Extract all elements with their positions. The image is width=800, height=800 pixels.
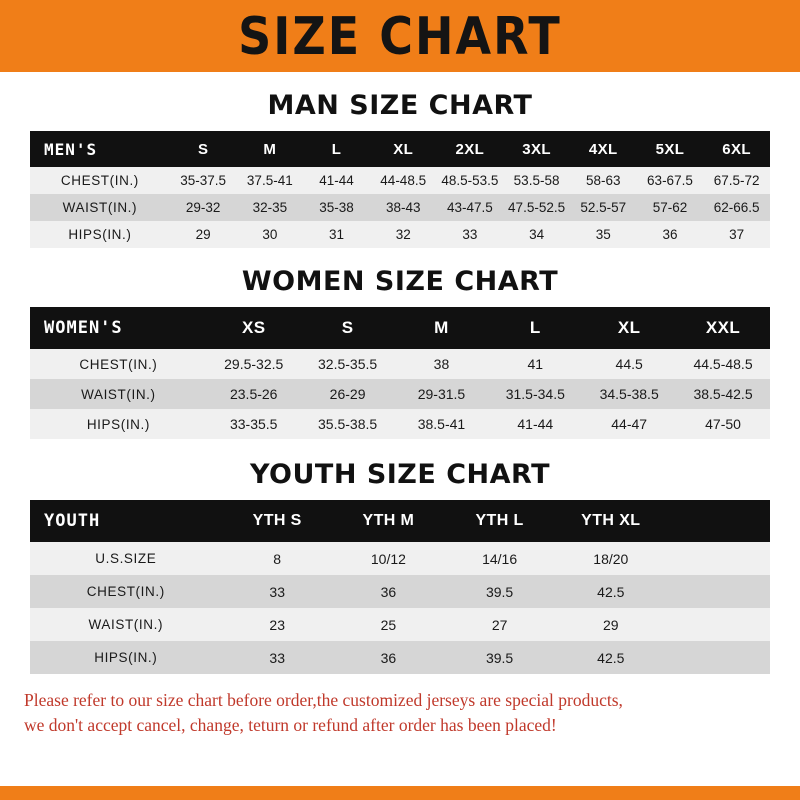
women-header-s: S bbox=[301, 307, 395, 349]
men-waist-l: 35-38 bbox=[303, 194, 370, 221]
women-header-l: L bbox=[488, 307, 582, 349]
men-size-table bbox=[30, 131, 770, 248]
table-row bbox=[30, 194, 770, 221]
youth-row-ussize-label: U.S.SIZE bbox=[30, 542, 222, 575]
youth-waist-spacer bbox=[666, 608, 770, 641]
women-header-xl: XL bbox=[582, 307, 676, 349]
men-hips-l: 31 bbox=[303, 221, 370, 248]
youth-header-l: YTH L bbox=[444, 500, 555, 542]
women-waist-l: 31.5-34.5 bbox=[488, 379, 582, 409]
youth-waist-l: 27 bbox=[444, 608, 555, 641]
men-section-title: MAN SIZE CHART bbox=[267, 90, 533, 121]
women-chest-xs: 29.5-32.5 bbox=[207, 349, 301, 379]
men-hips-6xl: 37 bbox=[703, 221, 770, 248]
youth-hips-l: 39.5 bbox=[444, 641, 555, 674]
youth-chest-s: 33 bbox=[222, 575, 333, 608]
men-header-5xl: 5XL bbox=[637, 131, 704, 167]
women-section-title: WOMEN SIZE CHART bbox=[241, 266, 559, 297]
youth-hips-s: 33 bbox=[222, 641, 333, 674]
women-chest-xl: 44.5 bbox=[582, 349, 676, 379]
youth-row-hips-label: HIPS(IN.) bbox=[30, 641, 222, 674]
men-header-l: L bbox=[303, 131, 370, 167]
men-header-xl: XL bbox=[370, 131, 437, 167]
youth-hips-xl: 42.5 bbox=[555, 641, 666, 674]
men-row-chest-label: CHEST(IN.) bbox=[30, 167, 170, 194]
policy-note bbox=[24, 688, 776, 739]
men-chest-4xl: 58-63 bbox=[570, 167, 637, 194]
men-size-table-wrap bbox=[30, 131, 770, 248]
women-waist-xxl: 38.5-42.5 bbox=[676, 379, 770, 409]
women-hips-m: 38.5-41 bbox=[395, 409, 489, 439]
men-header-s: S bbox=[170, 131, 237, 167]
women-size-table bbox=[30, 307, 770, 439]
men-hips-xl: 32 bbox=[370, 221, 437, 248]
youth-ussize-xl: 18/20 bbox=[555, 542, 666, 575]
youth-header-label: YOUTH bbox=[30, 500, 222, 542]
table-row bbox=[30, 221, 770, 248]
youth-header-xl: YTH XL bbox=[555, 500, 666, 542]
women-chest-s: 32.5-35.5 bbox=[301, 349, 395, 379]
men-chest-s: 35-37.5 bbox=[170, 167, 237, 194]
women-row-chest-label: CHEST(IN.) bbox=[30, 349, 207, 379]
youth-section-title: YOUTH SIZE CHART bbox=[249, 459, 551, 490]
men-chest-3xl: 53.5-58 bbox=[503, 167, 570, 194]
men-header-2xl: 2XL bbox=[437, 131, 504, 167]
women-hips-xs: 33-35.5 bbox=[207, 409, 301, 439]
youth-hips-m: 36 bbox=[333, 641, 444, 674]
men-waist-6xl: 62-66.5 bbox=[703, 194, 770, 221]
men-chest-xl: 44-48.5 bbox=[370, 167, 437, 194]
header-banner bbox=[0, 0, 800, 72]
table-row bbox=[30, 379, 770, 409]
table-header-row bbox=[30, 131, 770, 167]
youth-chest-l: 39.5 bbox=[444, 575, 555, 608]
youth-ussize-spacer bbox=[666, 542, 770, 575]
table-row bbox=[30, 641, 770, 674]
men-waist-2xl: 43-47.5 bbox=[437, 194, 504, 221]
youth-chest-xl: 42.5 bbox=[555, 575, 666, 608]
men-hips-3xl: 34 bbox=[503, 221, 570, 248]
women-header-xxl: XXL bbox=[676, 307, 770, 349]
youth-chest-spacer bbox=[666, 575, 770, 608]
men-header-m: M bbox=[236, 131, 303, 167]
women-row-waist-label: WAIST(IN.) bbox=[30, 379, 207, 409]
men-hips-2xl: 33 bbox=[437, 221, 504, 248]
youth-size-table bbox=[30, 500, 770, 674]
women-waist-s: 26-29 bbox=[301, 379, 395, 409]
footer-bar bbox=[0, 786, 800, 800]
men-chest-5xl: 63-67.5 bbox=[637, 167, 704, 194]
women-waist-xs: 23.5-26 bbox=[207, 379, 301, 409]
men-waist-xl: 38-43 bbox=[370, 194, 437, 221]
women-waist-m: 29-31.5 bbox=[395, 379, 489, 409]
table-row bbox=[30, 349, 770, 379]
youth-header-spacer bbox=[666, 500, 770, 542]
table-row bbox=[30, 608, 770, 641]
men-chest-2xl: 48.5-53.5 bbox=[437, 167, 504, 194]
women-size-table-wrap bbox=[30, 307, 770, 439]
men-waist-5xl: 57-62 bbox=[637, 194, 704, 221]
men-header-label: MEN'S bbox=[30, 131, 170, 167]
youth-hips-spacer bbox=[666, 641, 770, 674]
youth-header-s: YTH S bbox=[222, 500, 333, 542]
men-hips-m: 30 bbox=[236, 221, 303, 248]
policy-note-line-2: we don't accept cancel, change, teturn or refund after order has been placed! bbox=[24, 715, 557, 736]
women-header-xs: XS bbox=[207, 307, 301, 349]
table-row bbox=[30, 575, 770, 608]
table-header-row bbox=[30, 500, 770, 542]
youth-waist-s: 23 bbox=[222, 608, 333, 641]
youth-waist-m: 25 bbox=[333, 608, 444, 641]
page-title: SIZE CHART bbox=[238, 5, 562, 67]
table-row bbox=[30, 167, 770, 194]
men-row-hips-label: HIPS(IN.) bbox=[30, 221, 170, 248]
youth-ussize-l: 14/16 bbox=[444, 542, 555, 575]
women-chest-l: 41 bbox=[488, 349, 582, 379]
policy-note-line-1: Please refer to our size chart before order,the customized jerseys are special products, bbox=[24, 690, 623, 710]
men-header-4xl: 4XL bbox=[570, 131, 637, 167]
men-chest-6xl: 67.5-72 bbox=[703, 167, 770, 194]
women-header-label: WOMEN'S bbox=[30, 307, 207, 349]
men-waist-4xl: 52.5-57 bbox=[570, 194, 637, 221]
women-waist-xl: 34.5-38.5 bbox=[582, 379, 676, 409]
women-header-m: M bbox=[395, 307, 489, 349]
table-row bbox=[30, 409, 770, 439]
table-row bbox=[30, 542, 770, 575]
women-row-hips-label: HIPS(IN.) bbox=[30, 409, 207, 439]
women-hips-s: 35.5-38.5 bbox=[301, 409, 395, 439]
men-row-waist-label: WAIST(IN.) bbox=[30, 194, 170, 221]
women-chest-m: 38 bbox=[395, 349, 489, 379]
men-hips-5xl: 36 bbox=[637, 221, 704, 248]
men-waist-s: 29-32 bbox=[170, 194, 237, 221]
youth-ussize-m: 10/12 bbox=[333, 542, 444, 575]
men-chest-l: 41-44 bbox=[303, 167, 370, 194]
youth-waist-xl: 29 bbox=[555, 608, 666, 641]
table-header-row bbox=[30, 307, 770, 349]
women-chest-xxl: 44.5-48.5 bbox=[676, 349, 770, 379]
youth-chest-m: 36 bbox=[333, 575, 444, 608]
youth-row-waist-label: WAIST(IN.) bbox=[30, 608, 222, 641]
men-hips-4xl: 35 bbox=[570, 221, 637, 248]
men-header-3xl: 3XL bbox=[503, 131, 570, 167]
men-waist-m: 32-35 bbox=[236, 194, 303, 221]
youth-row-chest-label: CHEST(IN.) bbox=[30, 575, 222, 608]
women-hips-xl: 44-47 bbox=[582, 409, 676, 439]
youth-size-table-wrap bbox=[30, 500, 770, 674]
men-waist-3xl: 47.5-52.5 bbox=[503, 194, 570, 221]
youth-ussize-s: 8 bbox=[222, 542, 333, 575]
men-chest-m: 37.5-41 bbox=[236, 167, 303, 194]
women-hips-l: 41-44 bbox=[488, 409, 582, 439]
men-hips-s: 29 bbox=[170, 221, 237, 248]
youth-header-m: YTH M bbox=[333, 500, 444, 542]
men-header-6xl: 6XL bbox=[703, 131, 770, 167]
women-hips-xxl: 47-50 bbox=[676, 409, 770, 439]
